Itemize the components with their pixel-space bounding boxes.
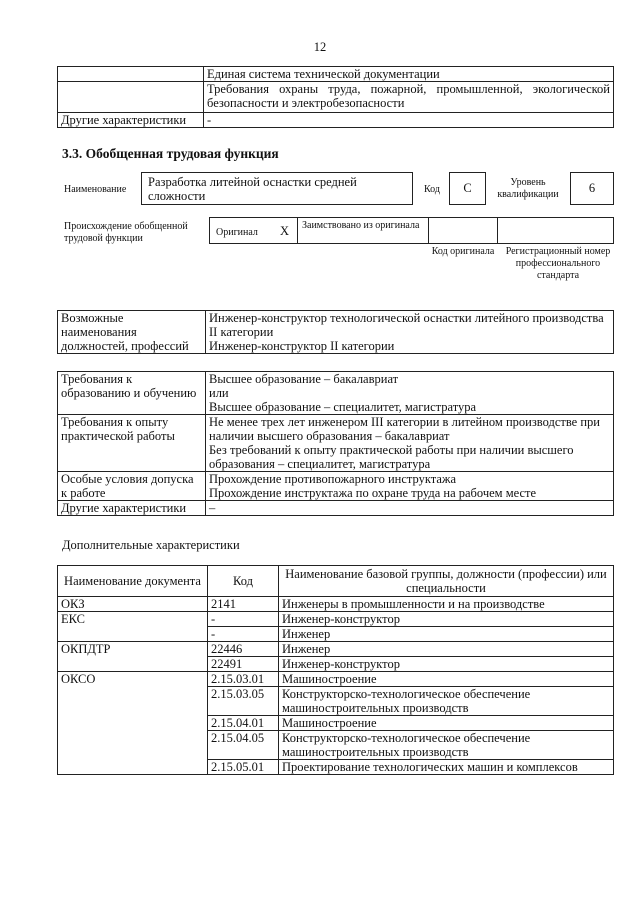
doc-cell: ЕКС xyxy=(58,612,208,642)
name-cell: Инженер-конструктор xyxy=(279,657,614,672)
code-cell: 2.15.03.05 xyxy=(208,687,279,716)
table-row xyxy=(58,672,614,687)
exp-line: Без требований к опыту практической работы при наличии высшего образования – специалитет, магистратура xyxy=(209,443,574,471)
section-title: 3.3. Обобщенная трудовая функция xyxy=(62,146,279,161)
req-other-value: – xyxy=(206,501,614,516)
name-cell: Инженер xyxy=(279,627,614,642)
requirements-table xyxy=(57,371,614,516)
table-row xyxy=(58,642,614,657)
doc-cell: ОКСО xyxy=(58,672,208,775)
additional-table xyxy=(57,565,614,775)
special-label: Особые условия допуска к работе xyxy=(58,472,206,501)
name-cell: Инженер xyxy=(279,642,614,657)
code-cell: 22446 xyxy=(208,642,279,657)
caption-reg: Регистрационный номер профессионального стандарта xyxy=(505,246,611,281)
top-row2: Требования охраны труда, пожарной, промышленной, экологической безопасности и электробезопасности xyxy=(204,82,614,113)
req-other-label: Другие характеристики xyxy=(58,501,206,516)
name-cell: Конструкторско-технологическое обеспечение машиностроительных производств xyxy=(279,731,614,760)
header-doc: Наименование документа xyxy=(58,566,208,597)
header-code: Код xyxy=(208,566,279,597)
special-line: Прохождение инструктажа по охране труда на рабочем месте xyxy=(209,486,537,500)
caption-code: Код оригинала xyxy=(431,246,495,257)
name-cell: Конструкторско-технологическое обеспечение машиностроительных производств xyxy=(279,687,614,716)
position-line: Инженер-конструктор II категории xyxy=(209,339,395,353)
special-line: Прохождение противопожарного инструктажа xyxy=(209,472,457,486)
name-cell: Проектирование технологических машин и комплексов xyxy=(279,760,614,775)
name-cell: Машиностроение xyxy=(279,672,614,687)
top-empty-cell xyxy=(58,67,204,82)
page-number: 12 xyxy=(313,40,327,54)
position-line: Инженер-конструктор технологической оснастки литейного производства II категории xyxy=(209,311,604,339)
top-table xyxy=(57,66,614,128)
doc-cell: ОКЗ xyxy=(58,597,208,612)
code-value: С xyxy=(449,172,486,205)
top-other-value: - xyxy=(204,113,614,128)
origin-label: Происхождение обобщенной трудовой функции xyxy=(64,221,188,244)
name-value: Разработка литейной оснастки средней сложности xyxy=(141,172,413,205)
code-cell: - xyxy=(208,627,279,642)
table-row xyxy=(58,612,614,627)
positions-table xyxy=(57,310,614,354)
exp-line: Не менее трех лет инженером III категории в литейном производстве при наличии высшего образования – бакалавриат xyxy=(209,415,600,443)
divider xyxy=(297,218,298,243)
code-cell: 2.15.04.05 xyxy=(208,731,279,760)
edu-line: или xyxy=(209,386,229,400)
table-row xyxy=(58,597,614,612)
positions-label: Возможные наименования должностей, профессий xyxy=(58,311,206,354)
edu-line: Высшее образование – специалитет, магистратура xyxy=(209,400,477,414)
name-cell: Машиностроение xyxy=(279,716,614,731)
edu-label: Требования к образованию и обучению xyxy=(58,372,206,415)
code-cell: 2141 xyxy=(208,597,279,612)
exp-label: Требования к опыту практической работы xyxy=(58,415,206,472)
name-label: Наименование xyxy=(64,184,127,195)
origin-box xyxy=(209,217,614,244)
edu-line: Высшее образование – бакалавриат xyxy=(209,372,399,386)
header-name: Наименование базовой группы, должности (профессии) или специальности xyxy=(279,566,614,597)
top-row1: Единая система технической документации xyxy=(204,67,614,82)
additional-title: Дополнительные характеристики xyxy=(62,538,240,552)
doc-cell: ОКПДТР xyxy=(58,642,208,672)
original-label: Оригинал xyxy=(216,227,258,238)
code-cell: 22491 xyxy=(208,657,279,672)
code-cell: 2.15.04.01 xyxy=(208,716,279,731)
divider xyxy=(497,218,498,243)
code-cell: 2.15.03.01 xyxy=(208,672,279,687)
top-other-label: Другие характеристики xyxy=(58,113,204,128)
name-cell: Инженер-конструктор xyxy=(279,612,614,627)
level-label: Уровень квалификации xyxy=(497,177,559,200)
top-empty-cell-2 xyxy=(58,82,204,113)
borrowed-label: Заимствовано из оригинала xyxy=(302,220,420,231)
code-label: Код xyxy=(424,184,440,195)
code-cell: 2.15.05.01 xyxy=(208,760,279,775)
divider xyxy=(428,218,429,243)
original-mark: X xyxy=(280,224,290,238)
code-cell: - xyxy=(208,612,279,627)
level-value: 6 xyxy=(570,172,614,205)
name-cell: Инженеры в промышленности и на производстве xyxy=(279,597,614,612)
